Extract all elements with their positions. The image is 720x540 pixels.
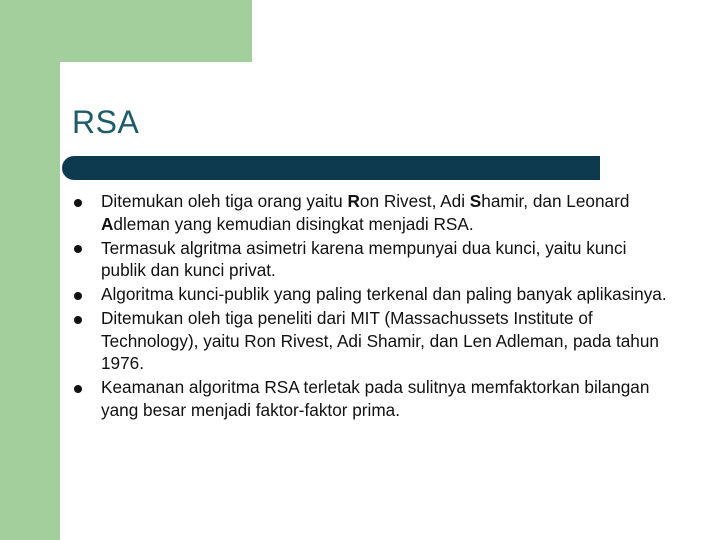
bullet-text-segment: A <box>101 213 114 234</box>
bullet-item <box>72 307 672 375</box>
bullet-text-segment: dleman yang kemudian disingkat menjadi RSA. <box>113 213 474 234</box>
bullet-dot-icon <box>74 316 82 324</box>
bullet-dot-icon <box>74 199 82 207</box>
bullet-dot-icon <box>74 385 82 393</box>
bullet-text <box>101 377 649 420</box>
slide-title: RSA <box>72 104 140 140</box>
bullet-text-segment: S <box>469 191 482 211</box>
bullet-dot-icon <box>74 245 82 253</box>
bullet-item <box>72 190 672 235</box>
bullet-text <box>101 308 659 373</box>
bullet-item <box>72 237 672 282</box>
green-sidebar-decoration <box>0 0 60 540</box>
bullet-text-segment: Keamanan algoritma RSA terletak pada sulitnya memfaktorkan bilangan yang besar menjadi faktor-faktor prima. <box>101 377 650 420</box>
bullet-text-segment: R <box>347 191 360 211</box>
bullet-text-segment: hamir, dan Leonard <box>481 191 630 211</box>
bullet-text <box>101 284 667 304</box>
bullet-text-segment: Ditemukan oleh tiga peneliti dari MIT (Massachussets Institute of Technology), yaitu Ron Rivest, Adi Shamir, dan Len Adleman, pada tahun 1976. <box>101 308 659 373</box>
bullet-dot-icon <box>74 292 82 300</box>
bullet-text <box>101 238 626 281</box>
green-top-decoration <box>0 0 252 62</box>
bullet-text-segment: Ditemukan oleh tiga orang yaitu <box>101 191 348 211</box>
bullet-item <box>72 376 672 421</box>
bullet-text-segment: Termasuk algritma asimetri karena mempunyai dua kunci, yaitu kunci publik dan kunci privat. <box>101 237 627 280</box>
title-underline-bar <box>62 156 600 180</box>
bullet-item <box>72 283 672 306</box>
bullet-text-segment: on Rivest, Adi <box>359 191 470 211</box>
bullet-text-segment: Algoritma kunci-publik yang paling terkenal dan paling banyak aplikasinya. <box>101 284 667 304</box>
bullet-list <box>72 190 672 423</box>
bullet-text <box>101 191 629 234</box>
